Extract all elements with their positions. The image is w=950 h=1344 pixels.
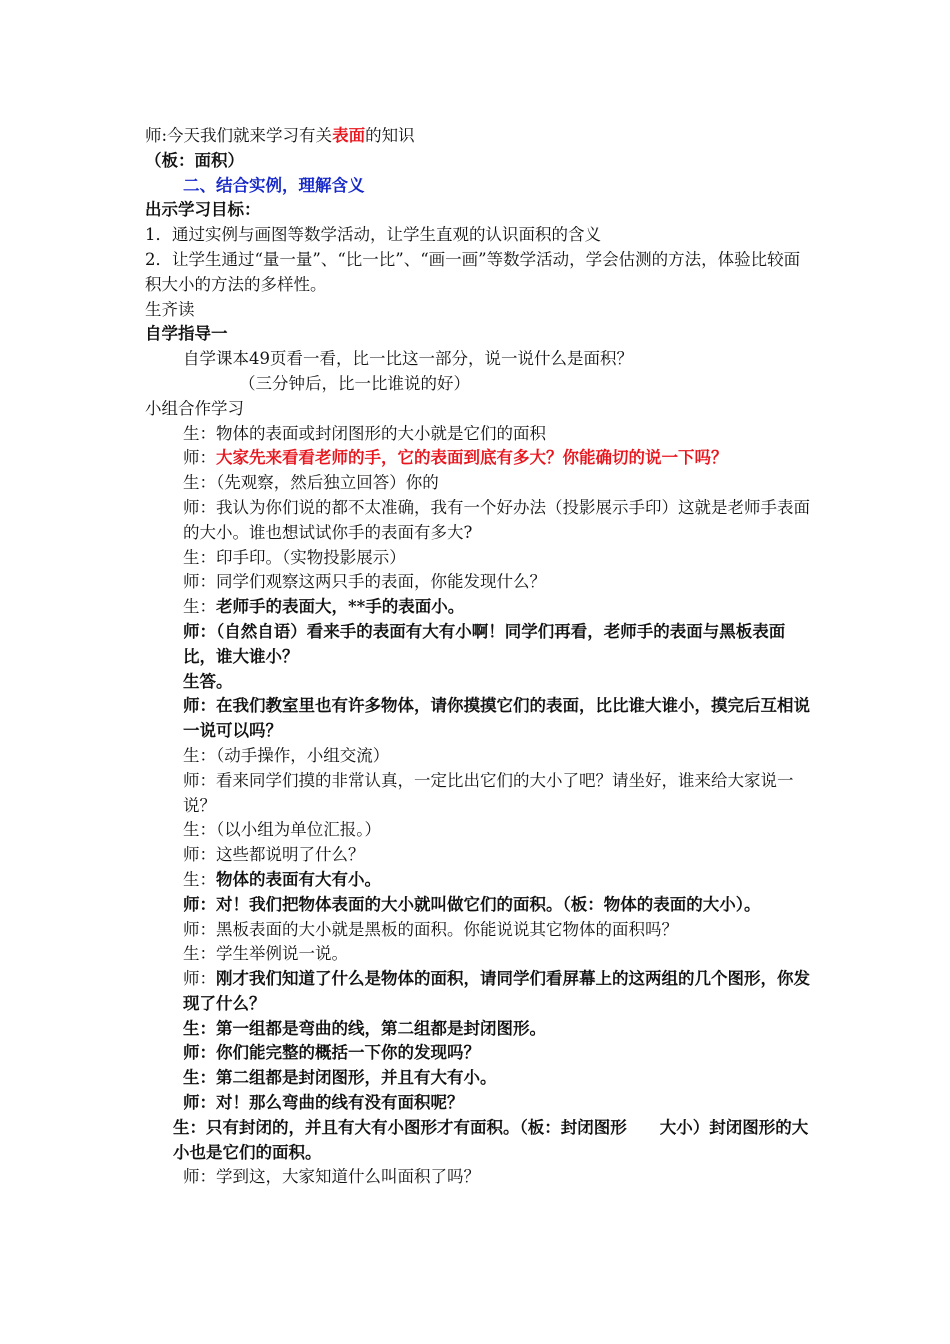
line: 生：（以小组为单位汇报。） (183, 820, 381, 840)
line: 师：在我们教室里也有许多物体，请你摸摸它们的表面，比比谁大谁小，摸完后互相说一说可以吗？ (183, 696, 810, 741)
line: 生答。 (183, 671, 233, 691)
section-heading: 二、结合实例，理解含义 (183, 175, 365, 195)
line: 生：第一组都是弯曲的线，第二组都是封闭图形。 (183, 1018, 546, 1038)
highlight-text: 大家先来看看老师的手，它的表面到底有多大？你能确切的说一下吗？ (216, 448, 728, 468)
line: 生：（动手操作，小组交流） (183, 745, 390, 765)
text: 的知识 (365, 126, 415, 145)
line: 师：我认为你们说的都不太准确，我有一个好办法（投影展示手印）这就是老师手表面的大小。谁也想试试你手的表面有多大? (183, 497, 810, 542)
guide-heading: 自学指导一 (145, 324, 228, 344)
goal-2: 2．让学生通过“量一量”、“比一比”、“画一画”等数学活动，学会估测的方法，体验比较面积大小的方法的多样性。 (145, 249, 801, 294)
speaker: 师： (183, 969, 216, 989)
board-note: （板：面积） (145, 150, 244, 170)
line: 师：黑板表面的大小就是黑板的面积。你能说说其它物体的面积吗？ (183, 919, 678, 939)
speaker: 师： (183, 448, 216, 468)
line: 小组合作学习 (145, 398, 244, 418)
line: 生：印手印。（实物投影展示） (183, 547, 406, 567)
line: 师：对！那么弯曲的线有没有面积呢？ (183, 1093, 464, 1113)
line: 生：只有封闭的，并且有大有小图形才有面积。（板：封闭图形 大小）封闭图形的大小也是它们的面积。 (173, 1117, 809, 1162)
line: 师：看来同学们摸的非常认真，一定比出它们的大小了吧？请坐好，谁来给大家说一说？ (183, 770, 794, 815)
line (145, 595, 815, 620)
bold-text: 刚才我们知道了什么是物体的面积，请同学们看屏幕上的这两组的几个图形，你发现了什么？ (183, 969, 810, 1013)
speaker: 生： (183, 597, 216, 617)
line: 师：学到这，大家知道什么叫面积了吗？ (183, 1167, 480, 1187)
speaker: 生： (183, 869, 216, 889)
goals-heading: 出示学习目标： (145, 200, 261, 220)
line: 师：同学们观察这两只手的表面，你能发现什么？ (183, 572, 546, 592)
document-page (145, 124, 815, 1190)
line: （三分钟后，比一比谁说的好） (239, 373, 470, 393)
line: 生齐读 (145, 299, 195, 319)
line (145, 967, 815, 1017)
line: 生：物体的表面或封闭图形的大小就是它们的面积 (183, 423, 546, 443)
line: 师：（自然自语）看来手的表面有大有小啊！同学们再看，老师手的表面与黑板表面比，谁大谁小？ (183, 621, 786, 666)
line: 自学课本49页看一看，比一比这一部分，说一说什么是面积？ (183, 349, 633, 369)
text: 师:今天我们就来学习有关 (145, 126, 333, 145)
line (145, 868, 815, 893)
line: 师：对！我们把物体表面的大小就叫做它们的面积。（板：物体的表面的大小）。 (183, 894, 761, 914)
line: 生：（先观察，然后独立回答）你的 (183, 473, 439, 493)
line: 师：这些都说明了什么？ (183, 845, 365, 865)
highlight-text: 表面 (332, 126, 366, 145)
line (145, 446, 815, 471)
line: 生：第二组都是封闭图形，并且有大有小。 (183, 1068, 497, 1088)
goal-1: 1．通过实例与画图等数学活动，让学生直观的认识面积的含义 (145, 225, 601, 245)
line-intro (145, 124, 815, 149)
line: 生：学生举例说一说。 (183, 944, 348, 964)
bold-text: 物体的表面有大有小。 (216, 869, 381, 889)
bold-text: 老师手的表面大，**手的表面小。 (216, 597, 465, 617)
line: 师：你们能完整的概括一下你的发现吗？ (183, 1043, 480, 1063)
